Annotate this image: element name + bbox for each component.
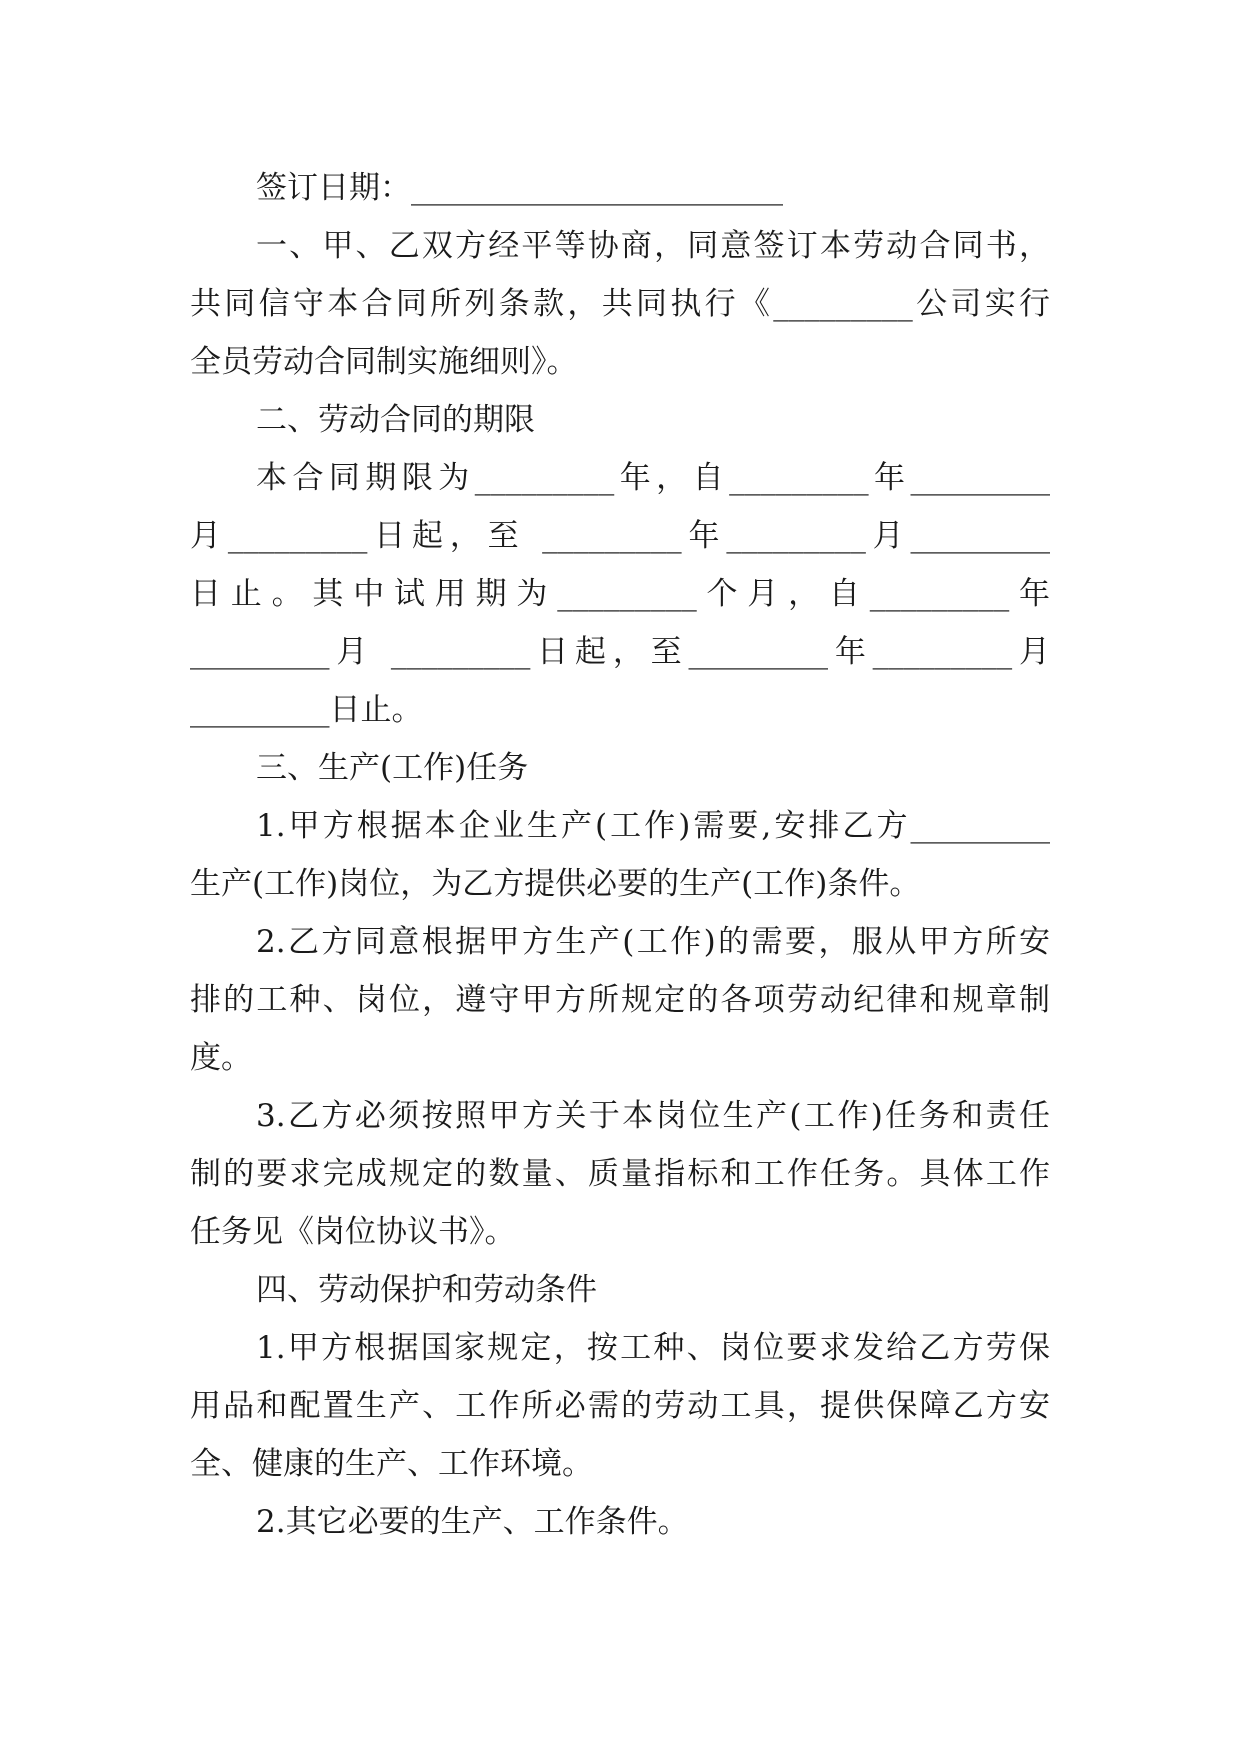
tasks-item-2-line: 2.乙方同意根据甲方生产(工作)的需要，服从甲方所安 <box>256 924 1050 960</box>
clause-1-paragraph-line: 全员劳动合同制实施细则》。 <box>190 344 578 380</box>
section-heading-tasks: 三、生产(工作)任务 <box>256 750 529 786</box>
section-heading-protection: 四、劳动保护和劳动条件 <box>256 1272 597 1308</box>
term-paragraph-line: _________日止。 <box>190 692 423 728</box>
clause-1-paragraph-line: 一、甲、乙双方经平等协商，同意签订本劳动合同书， <box>256 228 1050 264</box>
section-heading-term: 二、劳动合同的期限 <box>256 402 535 438</box>
protection-item-1-line: 1.甲方根据国家规定，按工种、岗位要求发给乙方劳保 <box>256 1330 1050 1366</box>
term-paragraph-line: 月_________日起，至 _________年_________月_________ <box>190 518 1050 554</box>
term-paragraph-line: _________月 _________日起，至_________年_________月 <box>190 634 1050 670</box>
term-paragraph-line: 本合同期限为_________年，自_________年_________ <box>256 460 1050 496</box>
tasks-item-2-line: 度。 <box>190 1040 252 1076</box>
tasks-item-3-line: 3.乙方必须按照甲方关于本岗位生产(工作)任务和责任 <box>256 1098 1050 1134</box>
tasks-item-1-line: 生产(工作)岗位，为乙方提供必要的生产(工作)条件。 <box>190 866 921 902</box>
tasks-item-1-line: 1.甲方根据本企业生产(工作)需要,安排乙方_________ <box>256 808 1050 844</box>
tasks-item-3-line: 任务见《岗位协议书》。 <box>190 1214 516 1250</box>
protection-item-2-line: 2.其它必要的生产、工作条件。 <box>256 1504 689 1540</box>
signing-date-line: 签订日期：________________________ <box>256 170 783 206</box>
clause-1-paragraph-line: 共同信守本合同所列条款，共同执行《_________公司实行 <box>190 286 1050 322</box>
protection-item-1-line: 用品和配置生产、工作所必需的劳动工具，提供保障乙方安 <box>190 1388 1050 1424</box>
term-paragraph-line: 日止。其中试用期为_________个月，自_________年 <box>190 576 1050 612</box>
tasks-item-3-line: 制的要求完成规定的数量、质量指标和工作任务。具体工作 <box>190 1156 1050 1192</box>
protection-item-1-line: 全、健康的生产、工作环境。 <box>190 1446 593 1482</box>
tasks-item-2-line: 排的工种、岗位，遵守甲方所规定的各项劳动纪律和规章制 <box>190 982 1050 1018</box>
